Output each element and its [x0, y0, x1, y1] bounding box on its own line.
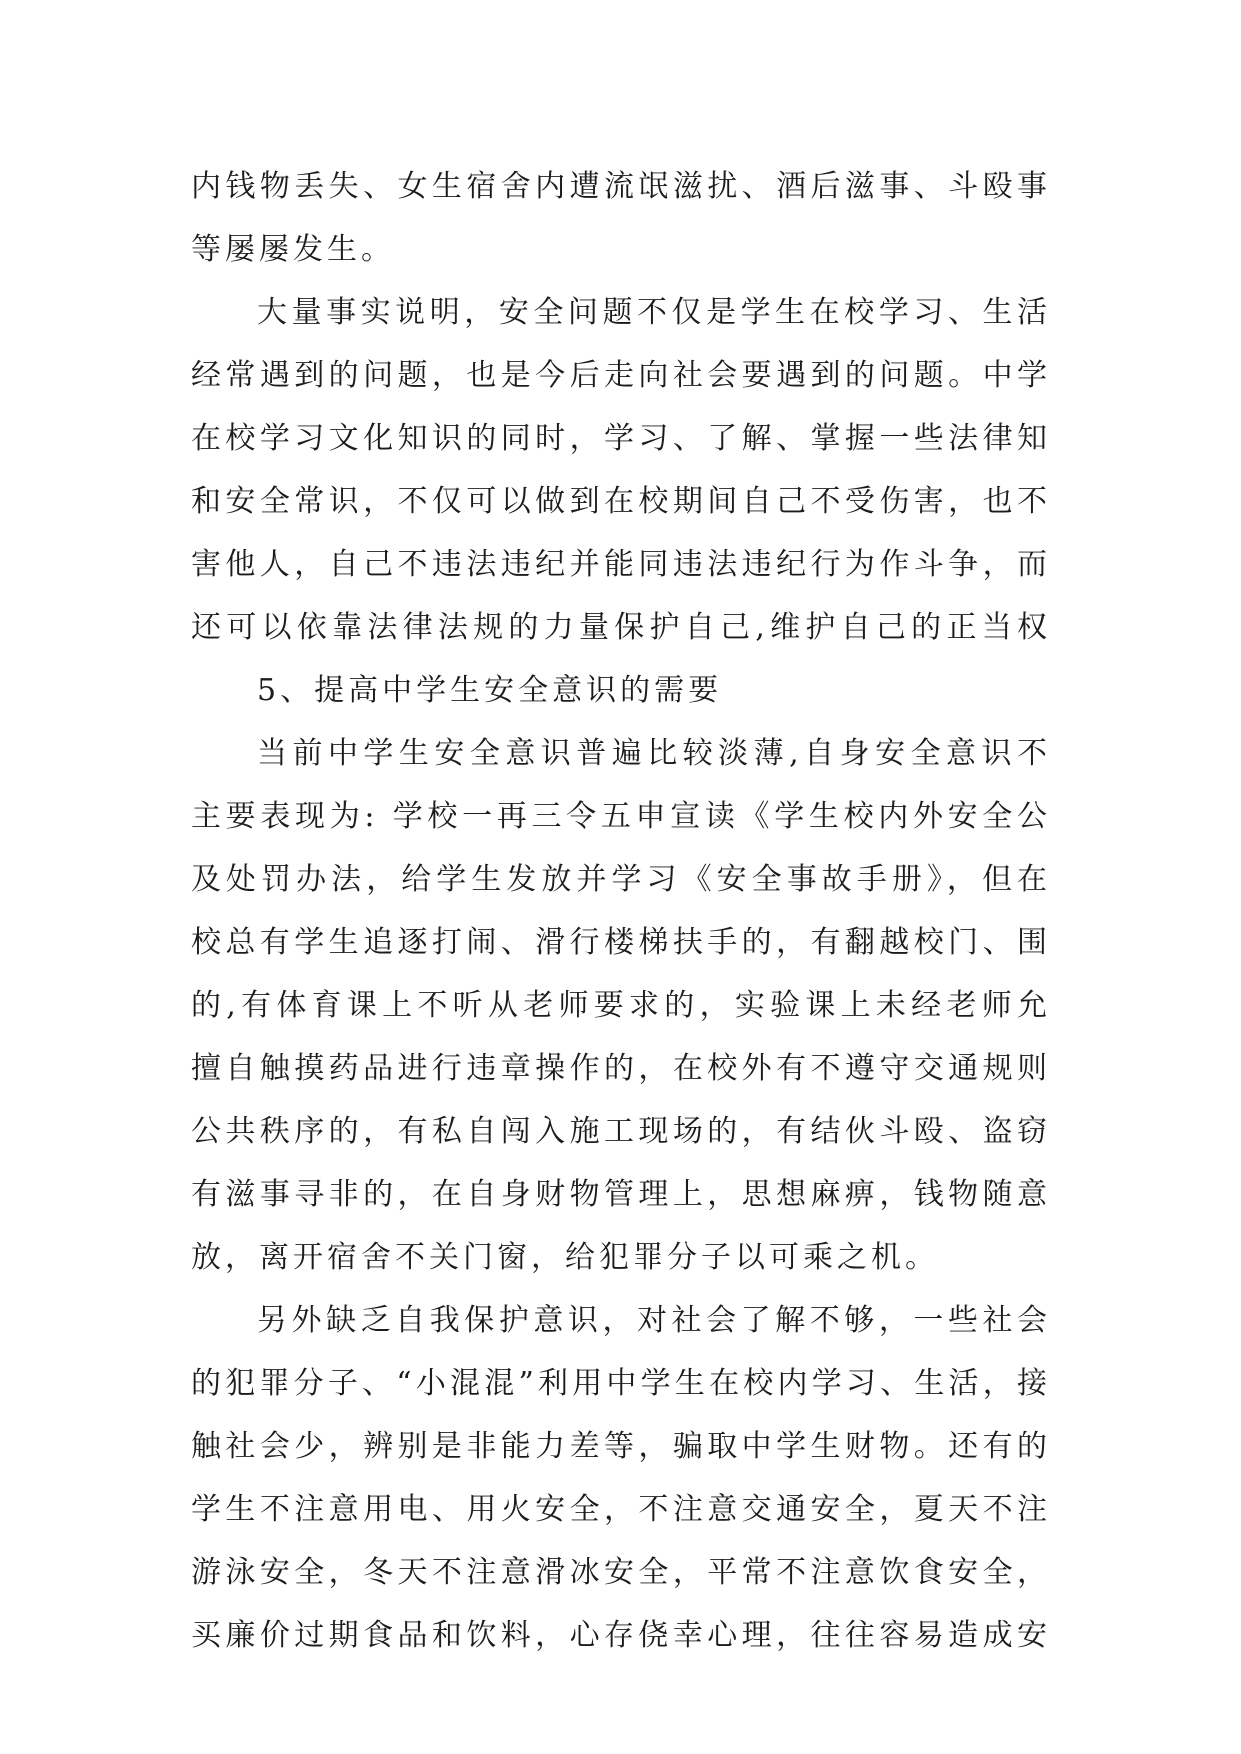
text-line: 有滋事寻非的，在自身财物管理上，思想麻痹，钱物随意	[191, 1177, 1051, 1212]
text-line: 经常遇到的问题，也是今后走向社会要遇到的问题。中学	[191, 358, 1051, 393]
text-line: 和安全常识，不仅可以做到在校期间自己不受伤害，也不	[191, 484, 1051, 519]
text-line: 放，离开宿舍不关门窗，给犯罪分子以可乘之机。	[191, 1240, 939, 1275]
text-line: 买廉价过期食品和饮料，心存侥幸心理，往往容易造成安	[191, 1618, 1051, 1653]
section-heading: 5、提高中学生安全意识的需要	[257, 673, 723, 708]
text-line: 在校学习文化知识的同时，学习、了解、掌握一些法律知	[191, 421, 1051, 456]
body-text	[191, 155, 1051, 1667]
text-line: 及处罚办法，给学生发放并学习《安全事故手册》，但在	[191, 862, 1051, 897]
text-line: 游泳安全，冬天不注意滑冰安全，平常不注意饮食安全，	[191, 1555, 1051, 1590]
text-line: 还可以依靠法律法规的力量保护自己,维护自己的正当权	[191, 610, 1051, 645]
text-line: 公共秩序的，有私自闯入施工现场的，有结伙斗殴、盗窃	[191, 1114, 1051, 1149]
text-line: 主要表现为: 学校一再三令五申宣读《学生校内外安全公	[191, 799, 1051, 834]
text-line: 校总有学生追逐打闹、滑行楼梯扶手的，有翻越校门、围	[191, 925, 1051, 960]
text-line: 内钱物丢失、女生宿舍内遭流氓滋扰、酒后滋事、斗殴事	[191, 169, 1051, 204]
text-line: 的,有体育课上不听从老师要求的，实验课上未经老师允	[191, 988, 1051, 1023]
paragraph-start-line: 当前中学生安全意识普遍比较淡薄,自身安全意识不	[257, 736, 1051, 771]
text-line: 擅自触摸药品进行违章操作的，在校外有不遵守交通规则	[191, 1051, 1051, 1086]
text-line: 等屡屡发生。	[191, 232, 395, 267]
paragraph-start-line: 另外缺乏自我保护意识，对社会了解不够，一些社会	[257, 1303, 1051, 1338]
paragraph-start-line: 大量事实说明，安全问题不仅是学生在校学习、生活	[257, 295, 1051, 330]
text-line: 的犯罪分子、“小混混”利用中学生在校内学习、生活，接	[191, 1366, 1051, 1401]
text-line: 学生不注意用电、用火安全，不注意交通安全，夏天不注	[191, 1492, 1051, 1527]
text-line: 害他人，自己不违法违纪并能同违法违纪行为作斗争，而	[191, 547, 1051, 582]
text-line: 触社会少，辨别是非能力差等，骗取中学生财物。还有的	[191, 1429, 1051, 1464]
